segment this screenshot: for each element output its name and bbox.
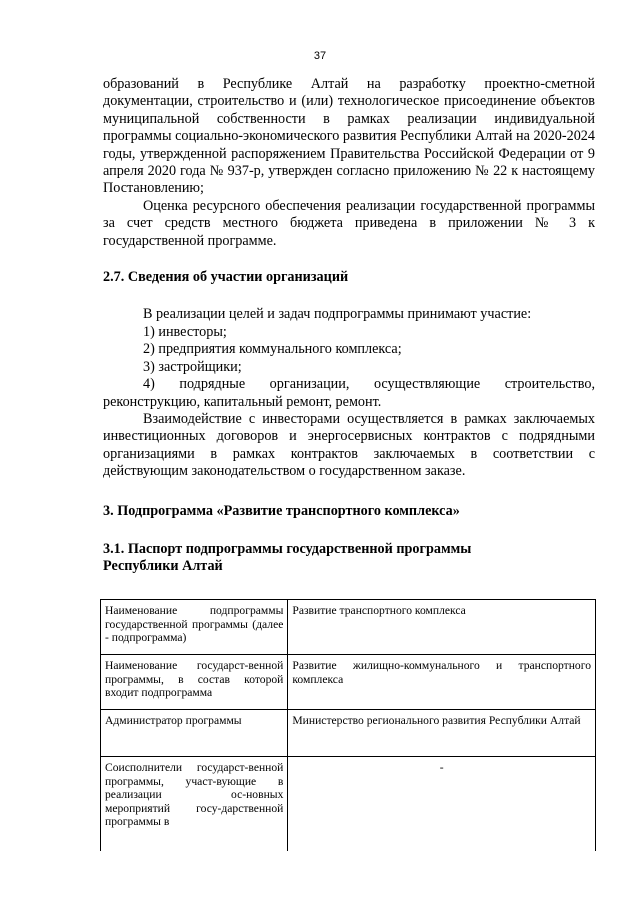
section-2-7-heading: 2.7. Сведения об участии организаций (103, 269, 349, 286)
table-cell-label: Наименование государст-венной программы, в состав которой входит подпрограмма (101, 655, 288, 710)
section-3-1-title-line1: 3.1. Паспорт подпрограммы государственной программы (103, 540, 472, 557)
table-row (101, 757, 596, 852)
table-cell-label: Соисполнители государст-венной программы, участ-вующие в реализации ос-новных мероприятий госу-дарственной программы в (101, 757, 288, 852)
table-cell-label: Администратор программы (101, 710, 288, 757)
table-cell-label: Наименование подпрограммы государственной программы (далее - подпрограмма) (101, 600, 288, 655)
table-row (101, 710, 596, 757)
paragraph-continuation: образований в Республике Алтай на разработку проектно-сметной документации, строительство и (или) технологическое присоединение объектов муниципальной собственности в рамках реализации индивидуальной программы социально-экономического развития Республики Алтай на 2020-2024 годы, утвержденной распоряжением Правительства Российской Федерации от 9 апреля 2020 года № 937-р, утвержден согласно приложению № 22 к настоящему Постановлению; (103, 76, 595, 197)
section-3-1-title-line2: Республики Алтай (103, 557, 223, 574)
list-item: 3) застройщики; (143, 358, 242, 375)
table-cell-value: Развитие жилищно-коммунального и транспортного комплекса (288, 655, 596, 710)
table-row (101, 655, 596, 710)
list-item: 2) предприятия коммунального комплекса; (143, 341, 402, 358)
section-2-7-interaction: Взаимодействие с инвесторами осуществляется в рамках заключаемых инвестиционных договоров и энергосервисных контрактов с подрядными организациями в рамках контрактов заключаемых в соответствии с действующим законодательством о государственном заказе. (103, 410, 595, 480)
table-cell-value: - (288, 757, 596, 852)
table-row (101, 600, 596, 655)
section-3-1-heading (103, 541, 595, 575)
list-item: 4) подрядные организации, осуществляющие строительство, реконструкцию, капитальный ремонт, ремонт. (103, 376, 595, 410)
table-cell-value: Министерство регионального развития Республики Алтай (288, 710, 596, 757)
list-item: 1) инвесторы; (143, 323, 227, 340)
paragraph-budget-assessment: Оценка ресурсного обеспечения реализации государственной программы за счет средств местного бюджета приведена в приложении № 3 к государственной программе. (103, 197, 595, 249)
page-number: 37 (313, 50, 327, 62)
document-body (103, 76, 595, 590)
table-cell-value: Развитие транспортного комплекса (288, 600, 596, 655)
passport-table (100, 599, 596, 851)
section-3-heading: 3. Подпрограмма «Развитие транспортного комплекса» (103, 502, 460, 519)
section-2-7-intro: В реализации целей и задач подпрограммы принимают участие: (143, 306, 532, 323)
